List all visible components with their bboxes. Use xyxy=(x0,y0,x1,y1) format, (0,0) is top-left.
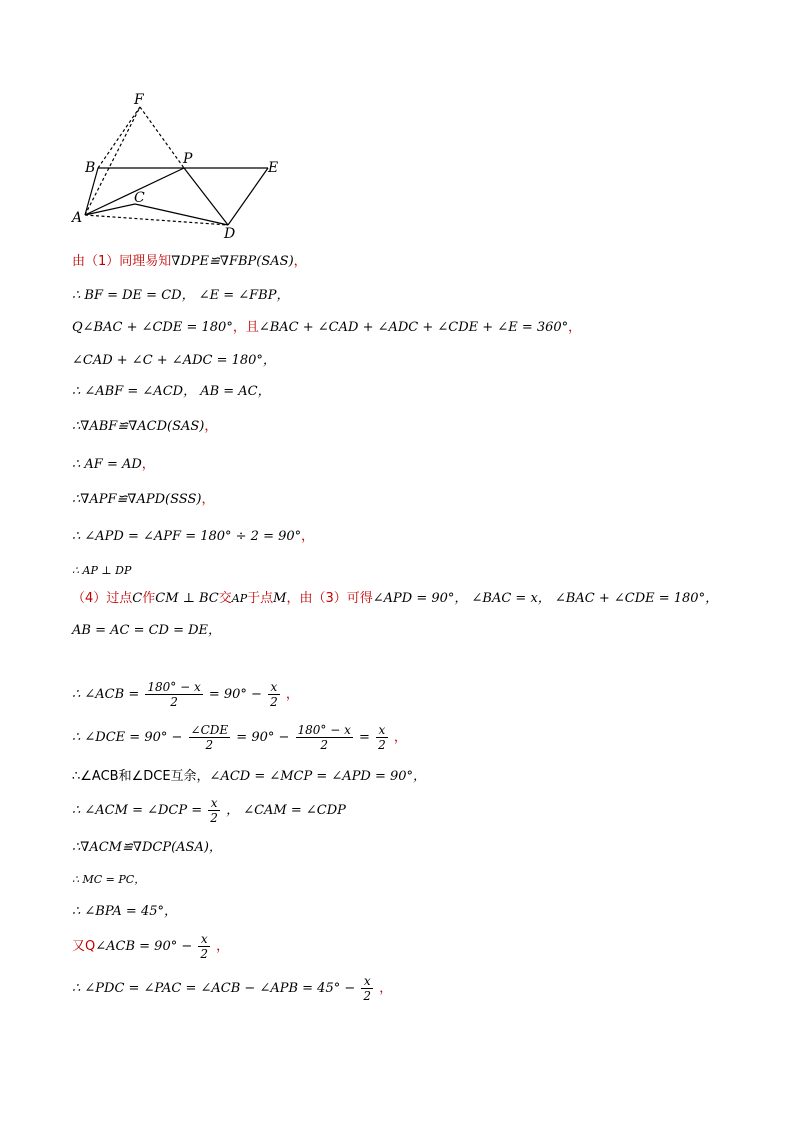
line-5: ∴ ∠ABF = ∠ACD， AB = AC， xyxy=(72,384,271,399)
label-D: D xyxy=(224,226,236,240)
line-13: ∴ ∠ACB = $\frac{180^\circ - x}{2}$ = 90° − $\frac{x}{2}$ ， xyxy=(72,680,299,709)
line-2: ∴ BF = DE = CD， ∠E = ∠FBP， xyxy=(72,288,290,303)
line-11: （4）过点C作CM ⊥ BC交AP于点M，由（3）可得∠APD = 90°， ∠BAC = x， ∠BAC + ∠CDE = 180°， xyxy=(72,591,719,606)
line-17: ∴∇ACM≌∇DCP(ASA)， xyxy=(72,840,222,855)
segment-BF xyxy=(98,107,140,168)
label-B: B xyxy=(85,160,96,176)
line-16: ∴ ∠ACM = ∠DCP = $\frac{x}{2}$ ， ∠CAM = ∠CDP xyxy=(72,796,346,825)
line-19: ∴ ∠BPA = 45°， xyxy=(72,904,177,919)
line-4: ∠CAD + ∠C + ∠ADC = 180°， xyxy=(72,353,276,368)
line-3: Q∠BAC + ∠CDE = 180°，且∠BAC + ∠CAD + ∠ADC + ∠CDE + ∠E = 360°， xyxy=(72,320,582,335)
line-15: ∴∠ACB和∠DCE互余，∠ACD = ∠MCP = ∠APD = 90°， xyxy=(72,769,427,784)
fraction: $\frac{x}{2}$ xyxy=(270,680,278,709)
segment-FP xyxy=(140,107,184,168)
fraction: $\frac{x}{2}$ xyxy=(378,723,386,752)
geometry-figure xyxy=(60,90,300,240)
line-6: ∴∇ABF≌∇ACD(SAS)， xyxy=(72,419,218,434)
line-14: ∴ ∠DCE = 90° − $\frac{\text{∠CDE}}{2}$ = 90° − $\frac{180^\circ - x}{2}$ = $\frac{x}{2}$ ， xyxy=(72,723,407,752)
line-8: ∴∇APF≌∇APD(SSS)， xyxy=(72,492,215,507)
label-E: E xyxy=(268,160,279,176)
fraction: $\frac{x}{2}$ xyxy=(200,932,209,961)
line-1: 由（1）同理易知∇DPE≌∇FBP(SAS)， xyxy=(72,254,307,269)
segment-AC xyxy=(85,204,135,215)
label-C: C xyxy=(134,190,145,206)
line-9: ∴ ∠APD = ∠APF = 180° ÷ 2 = 90°， xyxy=(72,529,315,544)
fraction: $\frac{\text{∠CDE}}{2}$ xyxy=(190,723,229,752)
fraction: $\frac{180^\circ - x}{2}$ xyxy=(147,680,201,709)
label-F: F xyxy=(134,92,144,108)
line-20: 又Q∠ACB = 90° − $\frac{x}{2}$ ， xyxy=(72,932,230,961)
fraction: $\frac{x}{2}$ xyxy=(363,974,372,1003)
label-P: P xyxy=(183,151,193,167)
line-12: AB = AC = CD = DE， xyxy=(72,623,222,638)
line-18: ∴ MC = PC， xyxy=(72,873,146,886)
segment-ED xyxy=(228,168,268,225)
fraction: $\frac{x}{2}$ xyxy=(210,796,218,825)
fraction: $\frac{180^\circ - x}{2}$ xyxy=(297,723,351,752)
line-7: ∴ AF = AD， xyxy=(72,457,155,472)
line-10: ∴ AP ⊥ DP xyxy=(72,564,132,577)
label-A: A xyxy=(72,210,83,226)
line-21: ∴ ∠PDC = ∠PAC = ∠ACB − ∠APB = 45° − $\frac{x}{2}$ ， xyxy=(72,974,393,1003)
